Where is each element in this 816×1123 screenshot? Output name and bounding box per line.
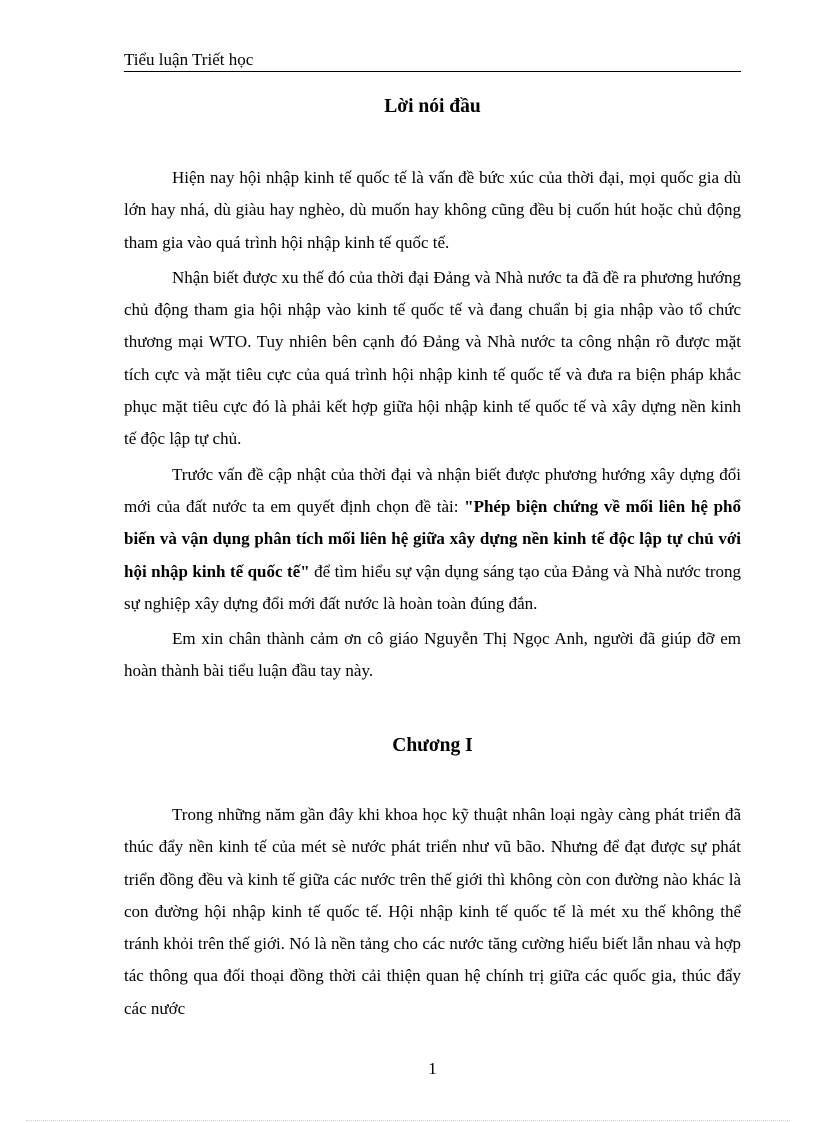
running-header-title: Tiểu luận Triết học bbox=[124, 50, 254, 69]
intro-section bbox=[124, 162, 741, 688]
page-bottom-divider bbox=[26, 1120, 790, 1121]
intro-paragraph-3-tail: để tìm hiểu sự vận dụng sáng tạo của Đảng và Nhà nước trong sự nghiệp xây dựng đổi mới đất nước là hoàn toàn đúng đắn. bbox=[124, 561, 742, 613]
intro-paragraph-3 bbox=[124, 459, 741, 620]
intro-paragraph-4: Em xin chân thành cảm ơn cô giáo Nguyễn Thị Ngọc Anh, người đã giúp đỡ em hoàn thành bài tiểu luận đầu tay này. bbox=[124, 629, 741, 681]
page-number: 1 bbox=[428, 1059, 437, 1078]
thesis-topic-title: "Phép biện chứng về mối liên hệ phổ biến và vận dụng phân tích mối liên hệ giữa xây dựng nền kinh tế độc lập tự chủ với hội nhập kinh tế quốc tế" bbox=[124, 496, 741, 581]
intro-heading: Lời nói đầu bbox=[384, 96, 481, 117]
intro-paragraph-3-lead: Trước vấn đề cập nhật của thời đại và nhận biết được phương hướng xây dựng đổi mới của đất nước ta em quyết định chọn đề tài: bbox=[124, 464, 741, 516]
chapter-section bbox=[124, 799, 741, 1025]
intro-paragraph-1: Hiện nay hội nhập kinh tế quốc tế là vấn đề bức xúc của thời đại, mọi quốc gia dù lớn hay nhá, dù giàu hay nghèo, dù muốn hay không cũng đều bị cuốn hút hoặc chủ động tham gia vào quá trình hội nhập kinh tế quốc tế. bbox=[124, 168, 741, 252]
intro-paragraph-2: Nhận biết được xu thế đó của thời đại Đảng và Nhà nước ta đã đề ra phương hướng chủ động tham gia hội nhập vào kinh tế quốc tế và đang chuẩn bị gia nhập vào tổ chức thương mại WTO. Tuy nhiên bên cạnh đó Đảng và Nhà nước ta công nhận rõ được mặt tích cực và mặt tiêu cực của quá trình hội nhập kinh tế quốc tế và đưa ra biện pháp khắc phục mặt tiêu cực đó là phải kết hợp giữa hội nhập kinh tế quốc tế và xây dựng nền kinh tế độc lập tự chủ. bbox=[124, 267, 741, 449]
running-header bbox=[124, 49, 741, 72]
chapter-paragraph-1: Trong những năm gần đây khi khoa học kỹ thuật nhân loại ngày càng phát triển đã thúc đẩy nền kinh tế của mét sè nước phát triển như vũ bão. Nhưng để đạt được sự phát triển đồng đều và kinh tế giữa các nước trên thế giới thì không còn con đường nào khác là con đường hội nhập kinh tế quốc tế. Hội nhập kinh tế quốc tế là mét xu thế không thể tránh khỏi trên thế giới. Nó là nền tảng cho các nước tăng cường hiểu biết lẫn nhau và hợp tác thông qua đối thoại đồng thời cải thiện quan hệ chính trị giữa các quốc gia, thúc đẩy các nước bbox=[124, 805, 741, 1018]
chapter-heading: Chương I bbox=[392, 735, 473, 756]
